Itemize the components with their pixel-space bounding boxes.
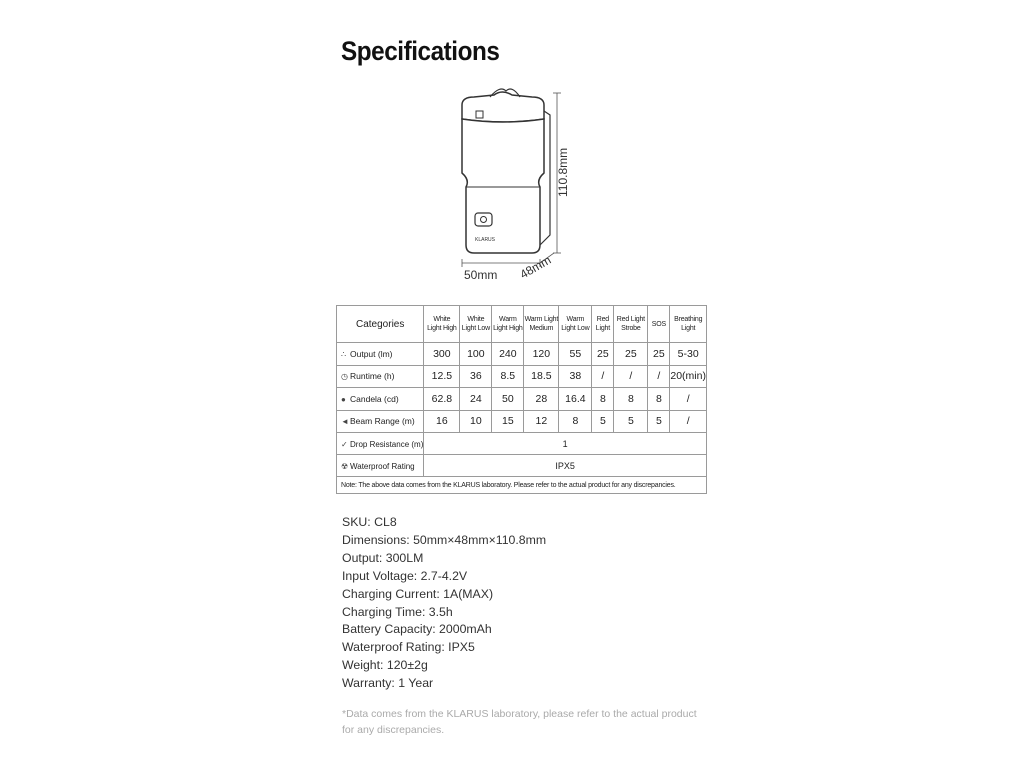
- table-cell: /: [670, 388, 707, 411]
- table-cell: 8.5: [492, 365, 524, 388]
- table-cell: 12: [524, 410, 559, 433]
- spec-item: Output: 300LM: [342, 550, 424, 565]
- table-row: [337, 433, 707, 455]
- table-cell: 25: [592, 343, 614, 366]
- table-cell: 300: [424, 343, 460, 366]
- lantern-cap: [462, 92, 544, 122]
- table-cell: 25: [614, 343, 648, 366]
- table-row: [337, 410, 707, 433]
- table-cell: 16.4: [559, 388, 592, 411]
- column-header: Warm Light Low: [559, 306, 592, 343]
- page-title: Specifications: [341, 36, 500, 66]
- table-cell: 120: [524, 343, 559, 366]
- column-header: SOS: [648, 306, 670, 343]
- column-header: Red Light Strobe: [614, 306, 648, 343]
- table-cell: 20(min): [670, 365, 707, 388]
- row-label: ◄Beam Range (m): [337, 410, 424, 433]
- spec-item: SKU: CL8: [342, 515, 397, 529]
- table-cell: 38: [559, 365, 592, 388]
- spec-list: [342, 514, 546, 693]
- table-cell: 1: [424, 433, 707, 455]
- table-cell: 5: [614, 410, 648, 433]
- table-cell: /: [670, 410, 707, 433]
- waterproof-icon: ☢: [341, 461, 349, 471]
- spec-table: [336, 305, 707, 494]
- beam-range-icon: ◄: [341, 417, 349, 427]
- table-row: [337, 365, 707, 388]
- output-icon: ∴: [341, 349, 347, 359]
- row-label: ◷ Runtime (h): [337, 365, 424, 388]
- table-row: [337, 343, 707, 366]
- table-cell: 8: [592, 388, 614, 411]
- table-cell: 50: [492, 388, 524, 411]
- table-cell: /: [614, 365, 648, 388]
- table-cell: 12.5: [424, 365, 460, 388]
- drop-icon: ✓: [341, 439, 348, 449]
- brand-label: KLARUS: [475, 237, 496, 243]
- column-header: Red Light: [592, 306, 614, 343]
- clock-icon: ◷: [341, 372, 348, 382]
- row-label: ☢ Waterproof Rating: [337, 455, 424, 477]
- row-label: ● Candela (cd): [337, 388, 424, 411]
- column-header: Warm Light High: [492, 306, 524, 343]
- lantern-body: [462, 119, 544, 253]
- column-header: White Light High: [424, 306, 460, 343]
- spec-item: Warranty: 1 Year: [342, 676, 434, 691]
- table-cell: 36: [460, 365, 492, 388]
- table-cell: 18.5: [524, 365, 559, 388]
- candela-icon: ●: [341, 394, 346, 404]
- table-row: [337, 455, 707, 477]
- footnote: *Data comes from the KLARUS laboratory, please refer to the actual product for any discrepancies.: [342, 708, 697, 736]
- table-cell: 240: [492, 343, 524, 366]
- table-cell: 62.8: [424, 388, 460, 411]
- table-cell: 5-30: [670, 343, 707, 366]
- spec-item: Battery Capacity: 2000mAh: [342, 622, 492, 637]
- width-label: 50mm: [464, 268, 498, 282]
- table-cell: 8: [614, 388, 648, 411]
- table-cell: 16: [424, 410, 460, 433]
- table-cell: 15: [492, 410, 524, 433]
- spec-item: Waterproof Rating: IPX5: [342, 640, 475, 655]
- height-label: 110.8mm: [556, 147, 570, 197]
- table-cell: 28: [524, 388, 559, 411]
- spec-item: Dimensions: 50mm×48mm×110.8mm: [342, 532, 547, 547]
- row-label: ✓ Drop Resistance (m): [337, 433, 424, 455]
- table-cell: 100: [460, 343, 492, 366]
- table-cell: /: [648, 365, 670, 388]
- table-cell: 8: [559, 410, 592, 433]
- row-label: ∴ Output (lm): [337, 343, 424, 366]
- spec-item: Charging Time: 3.5h: [342, 604, 453, 619]
- table-row: [337, 388, 707, 411]
- table-cell: 5: [592, 410, 614, 433]
- column-header: Breathing Light: [670, 306, 707, 343]
- depth-label: 48mm: [517, 252, 554, 282]
- table-cell: 24: [460, 388, 492, 411]
- power-button: [475, 213, 492, 226]
- column-header: Warm Light Medium: [524, 306, 559, 343]
- table-cell: 55: [559, 343, 592, 366]
- spec-table-body: [337, 306, 707, 494]
- spec-item: Charging Current: 1A(MAX): [342, 586, 494, 601]
- table-cell: /: [592, 365, 614, 388]
- spec-item: Weight: 120±2g: [342, 658, 428, 673]
- table-cell: IPX5: [424, 455, 707, 477]
- table-cell: 8: [648, 388, 670, 411]
- table-cell: 25: [648, 343, 670, 366]
- table-cell: 5: [648, 410, 670, 433]
- table-cell: 10: [460, 410, 492, 433]
- column-header: White Light Low: [460, 306, 492, 343]
- lantern-dimension-diagram: [440, 85, 570, 285]
- table-note: Note: The above data comes from the KLARUS laboratory. Please refer to the actual product for any discrepancies.: [337, 477, 707, 494]
- spec-item: Input Voltage: 2.7-4.2V: [342, 568, 468, 583]
- categories-header: Categories: [337, 306, 424, 343]
